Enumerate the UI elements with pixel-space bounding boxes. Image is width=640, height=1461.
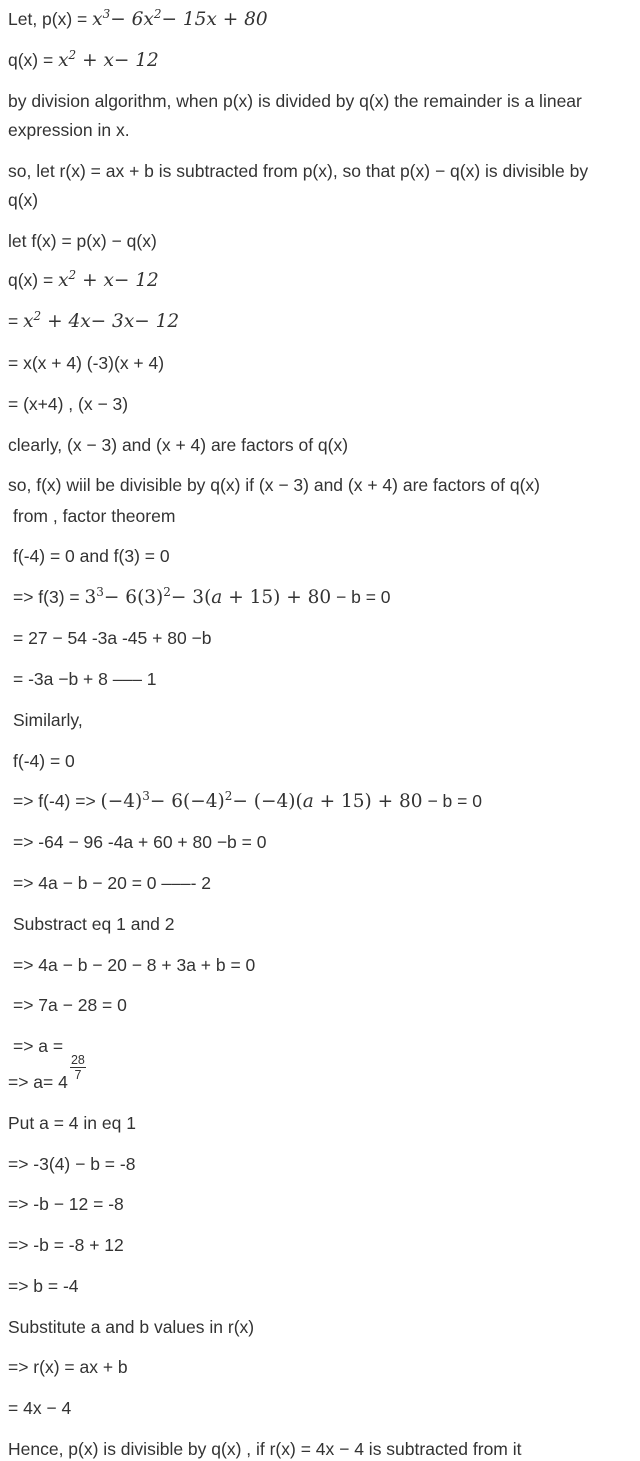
- line-26: => 7a − 28 = 0: [13, 995, 127, 1015]
- q-polynomial: $x^2 + x- 12$: [58, 48, 159, 71]
- line-p-definition: [8, 7, 268, 32]
- line-text: => f(3) =: [13, 587, 85, 607]
- line-text: Let, p(x) =: [8, 9, 93, 29]
- line-f3: [13, 585, 391, 610]
- f3-expression: $3^3- 6(3)^2- 3(a + 15) + 80$: [84, 585, 332, 608]
- line-text: − b = 0: [422, 791, 482, 811]
- line-13: so, f(x) wiil be divisible by q(x) if (x − 3) and (x + 4) are factors of q(x): [8, 475, 540, 495]
- line-text: => a =: [13, 1036, 68, 1056]
- line-33: => b = -4: [8, 1276, 79, 1296]
- fraction-numerator: 28: [70, 1053, 85, 1067]
- line-32: => -b = -8 + 12: [8, 1235, 124, 1255]
- line-4: expression in x.: [8, 120, 130, 140]
- fm4-expression: $(-4)^3- 6(-4)^2- (-4)(a + 15) + 80$: [100, 789, 423, 812]
- line-20: f(-4) = 0: [13, 751, 75, 771]
- q-polynomial: $x^2 + x- 12$: [58, 268, 159, 291]
- line-3: by division algorithm, when p(x) is divided by q(x) the remainder is a linear: [8, 91, 582, 111]
- fraction: [70, 1053, 86, 1082]
- line-14: from , factor theorem: [13, 506, 176, 526]
- line-10: = x(x + 4) (-3)(x + 4): [8, 353, 165, 373]
- line-36: = 4x − 4: [8, 1398, 72, 1418]
- line-text: q(x) =: [8, 270, 59, 290]
- line-37: Hence, p(x) is divisible by q(x) , if r(x) = 4x − 4 is subtracted from it: [8, 1439, 522, 1459]
- line-text: => f(-4) =>: [13, 791, 101, 811]
- line-18: = -3a −b + 8 ––– 1: [13, 669, 157, 689]
- line-6: q(x): [8, 190, 39, 210]
- line-5: so, let r(x) = ax + b is subtracted from p(x), so that p(x) − q(x) is divisible by: [8, 161, 589, 181]
- line-24: Substract eq 1 and 2: [13, 914, 175, 934]
- line-12: clearly, (x − 3) and (x + 4) are factors of q(x): [8, 435, 349, 455]
- line-22: => -64 − 96 -4a + 60 + 80 −b = 0: [13, 832, 267, 852]
- p-polynomial: $x^3- 6x^2- 15x + 80$: [92, 7, 268, 30]
- line-7: let f(x) = p(x) − q(x): [8, 231, 157, 251]
- line-17: = 27 − 54 -3a -45 + 80 −b: [13, 628, 212, 648]
- line-31: => -b − 12 = -8: [8, 1194, 124, 1214]
- line-fm4: [13, 789, 482, 814]
- fraction-denominator: 7: [74, 1068, 82, 1082]
- line-30: => -3(4) − b = -8: [8, 1154, 136, 1174]
- line-15: f(-4) = 0 and f(3) = 0: [13, 546, 170, 566]
- q-split-expression: $x^2 + 4x- 3x- 12$: [23, 309, 180, 332]
- line-q-again: [8, 268, 159, 293]
- line-34: Substitute a and b values in r(x): [8, 1317, 255, 1337]
- line-text: q(x) =: [8, 50, 59, 70]
- line-29: Put a = 4 in eq 1: [8, 1113, 136, 1133]
- line-q-split: [8, 309, 179, 334]
- line-19: Similarly,: [13, 710, 83, 730]
- line-28: => a= 4: [8, 1072, 68, 1092]
- line-25: => 4a − b − 20 − 8 + 3a + b = 0: [13, 955, 256, 975]
- line-11: = (x+4) , (x − 3): [8, 394, 129, 414]
- line-35: => r(x) = ax + b: [8, 1357, 128, 1377]
- line-text: =: [8, 311, 24, 331]
- line-23: => 4a − b − 20 = 0 –––- 2: [13, 873, 212, 893]
- line-text: − b = 0: [331, 587, 391, 607]
- line-q-definition: [8, 48, 159, 73]
